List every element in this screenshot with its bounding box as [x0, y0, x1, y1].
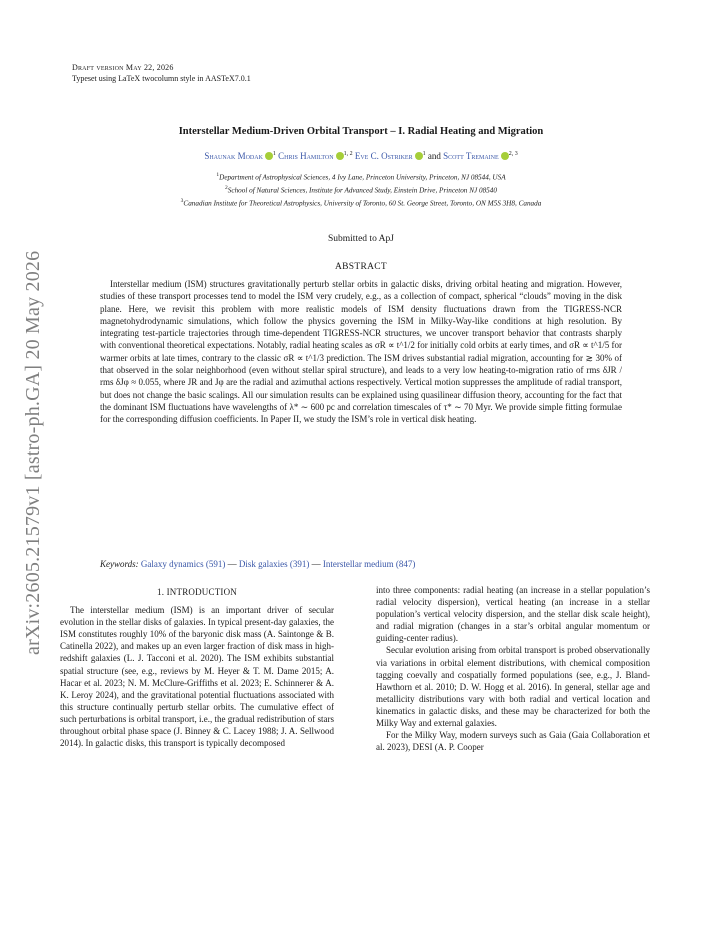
paragraph: Secular evolution arising from orbital transport is probed observationally via variations in orbital element distributions, with chemical composition tagging coevally and cospatially formed populations (see, e.g., J. Bland-Hawthorn et al. 2010; D. W. Hogg et al. 2016). In general, stellar age and metallicity distributions vary with both radial and vertical location and kinematics in galactic disks, and these may be characterized for both the Milky Way and external galaxies.: [376, 645, 650, 729]
paper-title: Interstellar Medium-Driven Orbital Transport – I. Radial Heating and Migration: [178, 126, 544, 137]
orcid-icon[interactable]: [336, 152, 344, 160]
paragraph: The interstellar medium (ISM) is an important driver of secular evolution in the stellar disks of galaxies. In typical present-day galaxies, the ISM constitutes roughly 10% of the baryonic disk mass (A. Saintonge & B. Catinella 2022), and makes up an even larger fraction of disk mass in high-redshift galaxies (L. J. Tacconi et al. 2020). The ISM exhibits substantial spatial structure (see, e.g., reviews by M. Heyer & T. M. Dame 2015; A. Hacar et al. 2023; N. M. McClure-Griffiths et al. 2023; E. Schinnerer & A. K. Leroy 2024), and the gravitational potential fluctuations associated with this structure continually perturb stellar orbits. The cumulative effect of such perturbations is orbital transport, i.e., the gradual redistribution of stars throughout orbital phase space (J. Binney & C. Lacey 1988; J. A. Sellwood 2014). In galactic disks, this transport is typically decomposed: [60, 605, 334, 749]
affiliation-number: 1: [216, 172, 220, 178]
paragraph: into three components: radial heating (an increase in a stellar population’s radial velocity dispersion), vertical heating (an increase in a stellar population’s vertical velocity dispersion, and the stellar disk scale height), and radial migration (changes in a star’s orbital angular momentum or guiding-center radius).: [376, 585, 650, 644]
affiliation-list: [72, 170, 650, 209]
keyword-separator: —: [225, 559, 239, 569]
keyword-link[interactable]: Disk galaxies (391): [238, 559, 310, 569]
preprint-header: [72, 62, 251, 84]
orcid-icon[interactable]: [501, 152, 509, 160]
affiliation-number: 2: [225, 184, 228, 191]
arxiv-identifier: arXiv:2605.21579v1 [astro-ph.GA] 20 May 2026: [22, 250, 44, 655]
affiliation-text: School of Natural Sciences, Institute for Advanced Study, Einstein Drive, Princeton NJ 08540: [227, 186, 497, 195]
keywords: [100, 559, 622, 569]
affiliation: [72, 170, 650, 183]
keyword-link[interactable]: Interstellar medium (847): [322, 559, 416, 569]
typeset-line: Typeset using LaTeX twocolumn style in AASTeX7.0.1: [72, 74, 251, 83]
author-list: [72, 151, 650, 161]
author-name[interactable]: Scott Tremaine: [443, 151, 499, 161]
keyword-separator: —: [309, 559, 323, 569]
author-affil: 1: [272, 151, 276, 157]
author-name[interactable]: Shaunak Modak: [204, 151, 263, 161]
abstract-heading: ABSTRACT: [334, 262, 388, 272]
author-affil: 2, 3: [508, 151, 518, 157]
author-name[interactable]: Chris Hamilton: [278, 151, 334, 161]
orcid-icon[interactable]: [415, 152, 423, 160]
affiliation-text: Canadian Institute for Theoretical Astrophysics, University of Toronto, 60 St. George Street, Toronto, ON M5S 3H8, Canada: [183, 199, 542, 208]
paragraph: For the Milky Way, modern surveys such as Gaia (Gaia Collaboration et al. 2023), DESI (A. P. Cooper: [376, 730, 650, 753]
orcid-icon[interactable]: [265, 152, 273, 160]
author-affil: 1: [422, 151, 426, 157]
authors-and: and: [427, 151, 441, 161]
section-heading: 1. INTRODUCTION: [157, 587, 237, 597]
affiliation: [72, 196, 650, 209]
author-name[interactable]: Eve C. Ostriker: [354, 151, 413, 161]
submitted-note: Submitted to ApJ: [328, 234, 394, 244]
affiliation-text: Department of Astrophysical Sciences, 4 Ivy Lane, Princeton University, Princeton, NJ 08544, USA: [219, 173, 506, 182]
author-affil: 1, 2: [343, 151, 353, 157]
intro-right-column: [376, 584, 650, 753]
abstract-text: Interstellar medium (ISM) structures gravitationally perturb stellar orbits in galactic disks, driving orbital heating and migration. However, studies of these transport processes tend to model the ISM very crudely, e.g., as a collection of compact, spherical “clouds” moving in the disk plane. Here, we revisit this problem with more realistic models of ISM density fluctuations drawn from the TIGRESS-NCR magnetohydrodynamic simulations, which follow the physics governing the ISM in Milky-Way-like conditions at high resolution. By integrating test-particle trajectories through time-dependent TIGRESS-NCR structures, we uncover transport behavior that contrasts sharply with conventional theoretical expectations. Notably, radial heating scales as σR ∝ t^1/2 for initially cold orbits at early times, and σR ∝ t^1/5 for warmer orbits at late times, contrary to the classic σR ∝ t^1/3 prediction. The ISM drives substantial radial migration, accounting for ≳ 30% of that observed in the solar neighborhood (even without stellar spiral structure), and leads to a very low heating-to-migration ratio of rms δJR / rms δJφ ≈ 0.055, where JR and Jφ are the radial and azimuthal actions respectively. Vertical motion suppresses the amplitude of radial transport, but does not change the basic scalings. All our simulation results can be explained using quasilinear diffusion theory, accounting for the fact that the dominant ISM fluctuations have wavelengths of λ* ∼ 600 pc and correlation timescales of τ* ∼ 70 Myr. We provide simple fitting formulae for the corresponding diffusion coefficients. In Paper II, we study the ISM’s role in vertical disk heating.: [100, 279, 622, 425]
keyword-link[interactable]: Galaxy dynamics (591): [140, 559, 226, 569]
draft-version-line: Draft version May 22, 2026: [72, 63, 174, 72]
affiliation-number: 3: [180, 197, 184, 204]
intro-left-column: [60, 584, 334, 749]
keywords-label: Keywords:: [100, 559, 139, 569]
affiliation: [72, 183, 650, 196]
